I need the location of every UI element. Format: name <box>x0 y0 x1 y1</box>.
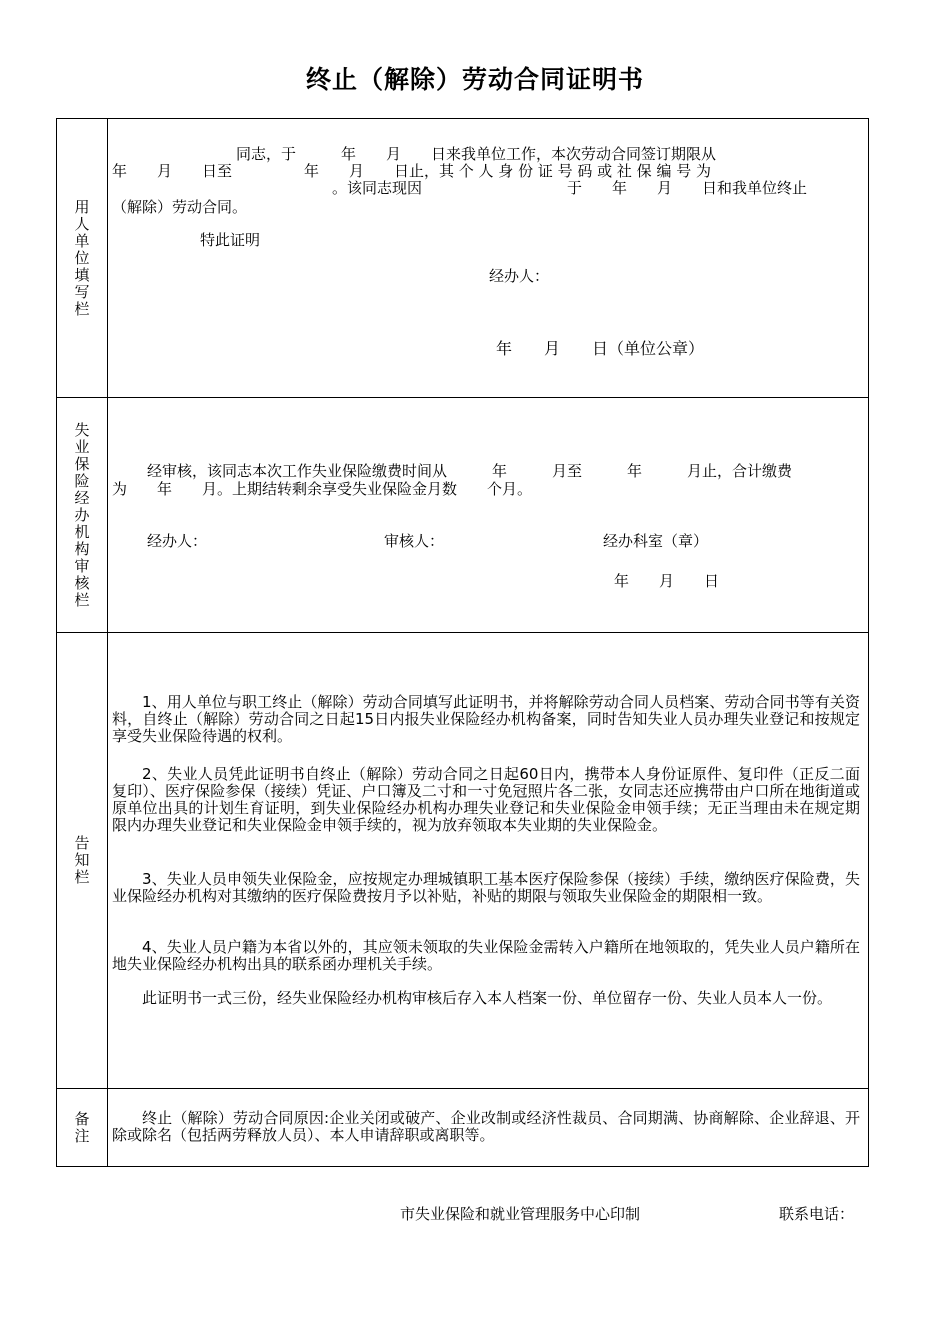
notice-item-3: 3、失业人员申领失业保险金，应按规定办理城镇职工基本医疗保险参保（接续）手续，缴纳医疗保险费，失业保险经办机构对其缴纳的医疗保险费按月予以补贴，补贴的期限与领取失业保险金的期限相一致。 <box>112 870 860 905</box>
agency-reviewer-label: 审核人： <box>384 532 445 550</box>
agency-section-content <box>108 398 868 632</box>
agency-review-section <box>57 398 868 633</box>
remarks-text: 终止（解除）劳动合同原因:企业关闭或破产、企业改制或经济性裁员、合同期满、协商解除、企业辞退、开除或除名（包括两劳释放人员）、本人申请辞职或离职等。 <box>112 1109 860 1144</box>
notice-section-label-cell <box>57 633 108 1088</box>
remarks-section-label-cell <box>57 1089 108 1166</box>
employer-line-2b: 年 月 日止，其 个 人 身 份 证 号 码 或 社 保 编 号 为 <box>304 162 711 180</box>
notice-section-label: 告知栏 <box>74 834 90 886</box>
employer-line-3b: 于 年 月 日和我单位终止 <box>567 179 808 197</box>
remarks-section-content <box>108 1089 868 1166</box>
employer-handler-label: 经办人： <box>489 267 550 285</box>
employer-section <box>57 119 868 398</box>
notice-item-2: 2、失业人员凭此证明书自终止（解除）劳动合同之日起60日内，携带本人身份证原件、复印件（正反二面复印）、医疗保险参保（接续）凭证、户口簿及二寸和一寸免冠照片各二张，女同志还应携带由户口所在地街道或原单位出具的计划生育证明，到失业保险经办机构办理失业登记和失业保险金申领手续；无正当理由未在规定期限内办理失业登记和失业保险金申领手续的，视为放弃领取本失业期的失业保险金。 <box>112 765 860 834</box>
footer-printer: 市失业保险和就业管理服务中心印制 <box>400 1205 641 1223</box>
notice-section <box>57 633 868 1089</box>
employer-section-label-cell <box>57 119 108 397</box>
remarks-section <box>57 1089 868 1166</box>
employer-line-3a: 。该同志现因 <box>332 179 423 197</box>
employer-certify-text: 特此证明 <box>200 231 261 249</box>
agency-section-label-cell <box>57 398 108 632</box>
notice-item-1: 1、用人单位与职工终止（解除）劳动合同填写此证明书，并将解除劳动合同人员档案、劳动合同书等有关资料，自终止（解除）劳动合同之日起15日内报失业保险经办机构备案，同时告知失业人员办理失业登记和按规定享受失业保险待遇的权利。 <box>112 693 860 745</box>
employer-section-label: 用人单位填写栏 <box>74 197 90 318</box>
notice-item-5: 此证明书一式三份，经失业保险经办机构审核后存入本人档案一份、单位留存一份、失业人员本人一份。 <box>142 989 833 1007</box>
page-title: 终止（解除）劳动合同证明书 <box>305 65 644 94</box>
employer-line-1: 同志，于 年 月 日来我单位工作，本次劳动合同签订期限从 <box>236 145 717 163</box>
employer-line-4: （解除）劳动合同。 <box>112 198 248 216</box>
agency-office-seal: 经办科室（章） <box>603 532 709 550</box>
agency-date: 年 月 日 <box>614 572 720 590</box>
notice-item-4: 4、失业人员户籍为本省以外的，其应领未领取的失业保险金需转入户籍所在地领取的，凭失业人员户籍所在地失业保险经办机构出具的联系函办理机关手续。 <box>112 938 860 973</box>
agency-line-1: 经审核，该同志本次工作失业保险缴费时间从 年 月至 年 月止，合计缴费 <box>147 462 793 480</box>
employer-section-content <box>108 119 868 397</box>
employer-date-seal: 年 月 日（单位公章） <box>496 339 705 358</box>
notice-section-content <box>108 633 868 1088</box>
agency-line-2: 为 年 月。上期结转剩余享受失业保险金月数 个月。 <box>112 480 533 498</box>
remarks-section-label: 备注 <box>74 1109 90 1145</box>
certificate-form <box>56 118 869 1167</box>
agency-handler-label: 经办人： <box>147 532 208 550</box>
agency-section-label: 失业保险经办机构审核栏 <box>74 420 90 609</box>
footer-phone-label: 联系电话： <box>779 1205 855 1223</box>
employer-line-2a: 年 月 日至 <box>112 162 233 180</box>
